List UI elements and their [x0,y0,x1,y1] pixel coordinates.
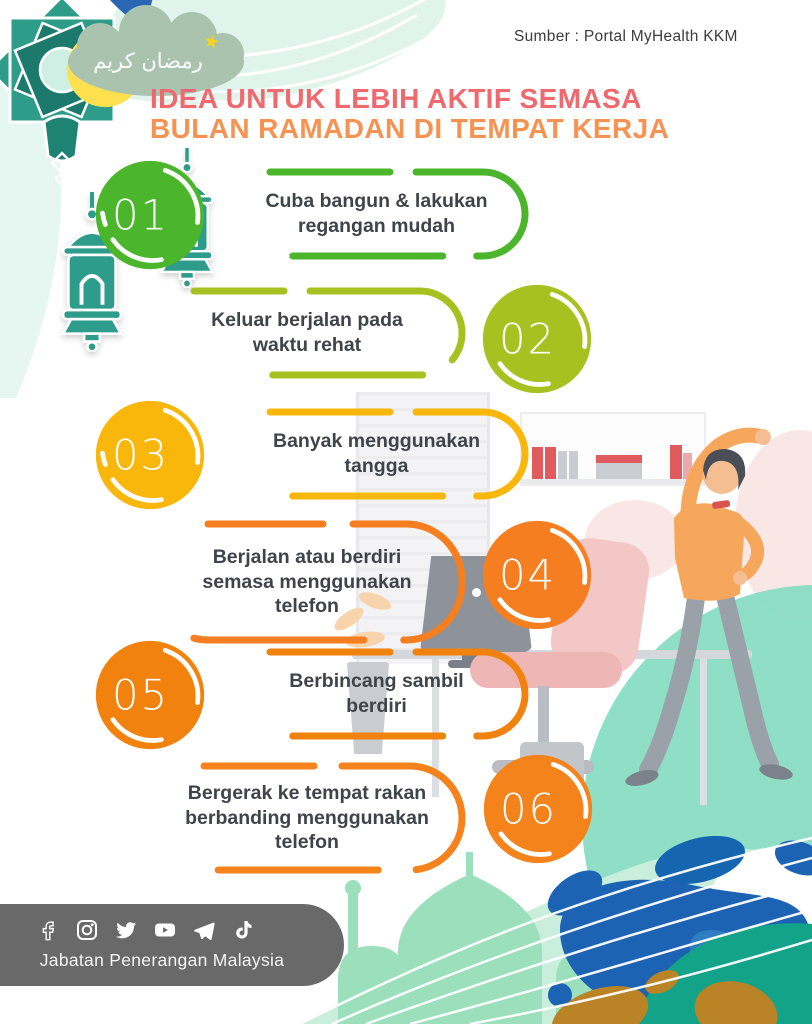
title-line-1: IDEA UNTUK LEBIH AKTIF SEMASA [150,83,642,114]
star-icon: ★ [200,30,223,55]
item-04-number-badge [480,518,594,632]
item-05-number-badge [93,638,207,752]
social-icons-row [36,918,255,942]
svg-text:05: 05 [112,670,169,720]
item-06-text: Bergerak ke tempat rakan berbanding menggunakan telefon [185,782,429,854]
item-03-number-badge [93,398,207,512]
tiktok-icon[interactable] [231,918,255,942]
youtube-icon[interactable] [153,918,177,942]
telegram-icon[interactable] [192,918,216,942]
item-03-pill [224,408,529,500]
svg-text:06: 06 [500,784,557,834]
person-stretching-illustration [600,408,812,808]
item-01-pill [224,168,529,260]
twitter-icon[interactable] [114,918,138,942]
facebook-icon[interactable] [36,918,60,942]
item-06-pill [148,762,466,874]
footer-org-label: Jabatan Penerangan Malaysia [39,950,285,970]
item-04-text: Berjalan atau berdiri semasa menggunakan telefon [202,546,412,618]
item-02-text: Keluar berjalan pada waktu rehat [211,309,403,356]
item-01-number-badge [93,158,207,272]
svg-text:02: 02 [499,314,556,364]
source-label: Sumber : Portal MyHealth KKM [514,28,738,45]
item-04-pill [148,520,466,644]
item-01-text: Cuba bangun & lakukan regangan mudah [265,190,488,237]
svg-text:04: 04 [499,550,556,600]
page-title [150,84,690,144]
svg-text:03: 03 [112,430,169,480]
item-02-number-badge [480,282,594,396]
svg-text:01: 01 [112,190,169,240]
footer-bar [0,904,344,986]
item-06-number-badge [481,752,595,866]
title-line-2: BULAN RAMADAN DI TEMPAT KERJA [150,113,670,144]
item-02-pill [148,287,466,379]
instagram-icon[interactable] [75,918,99,942]
item-05-pill [224,648,529,740]
calligraphy-text: رمضان كريم [93,49,203,73]
item-05-text: Berbincang sambil berdiri [289,670,464,717]
item-03-text: Banyak menggunakan tangga [273,430,480,477]
